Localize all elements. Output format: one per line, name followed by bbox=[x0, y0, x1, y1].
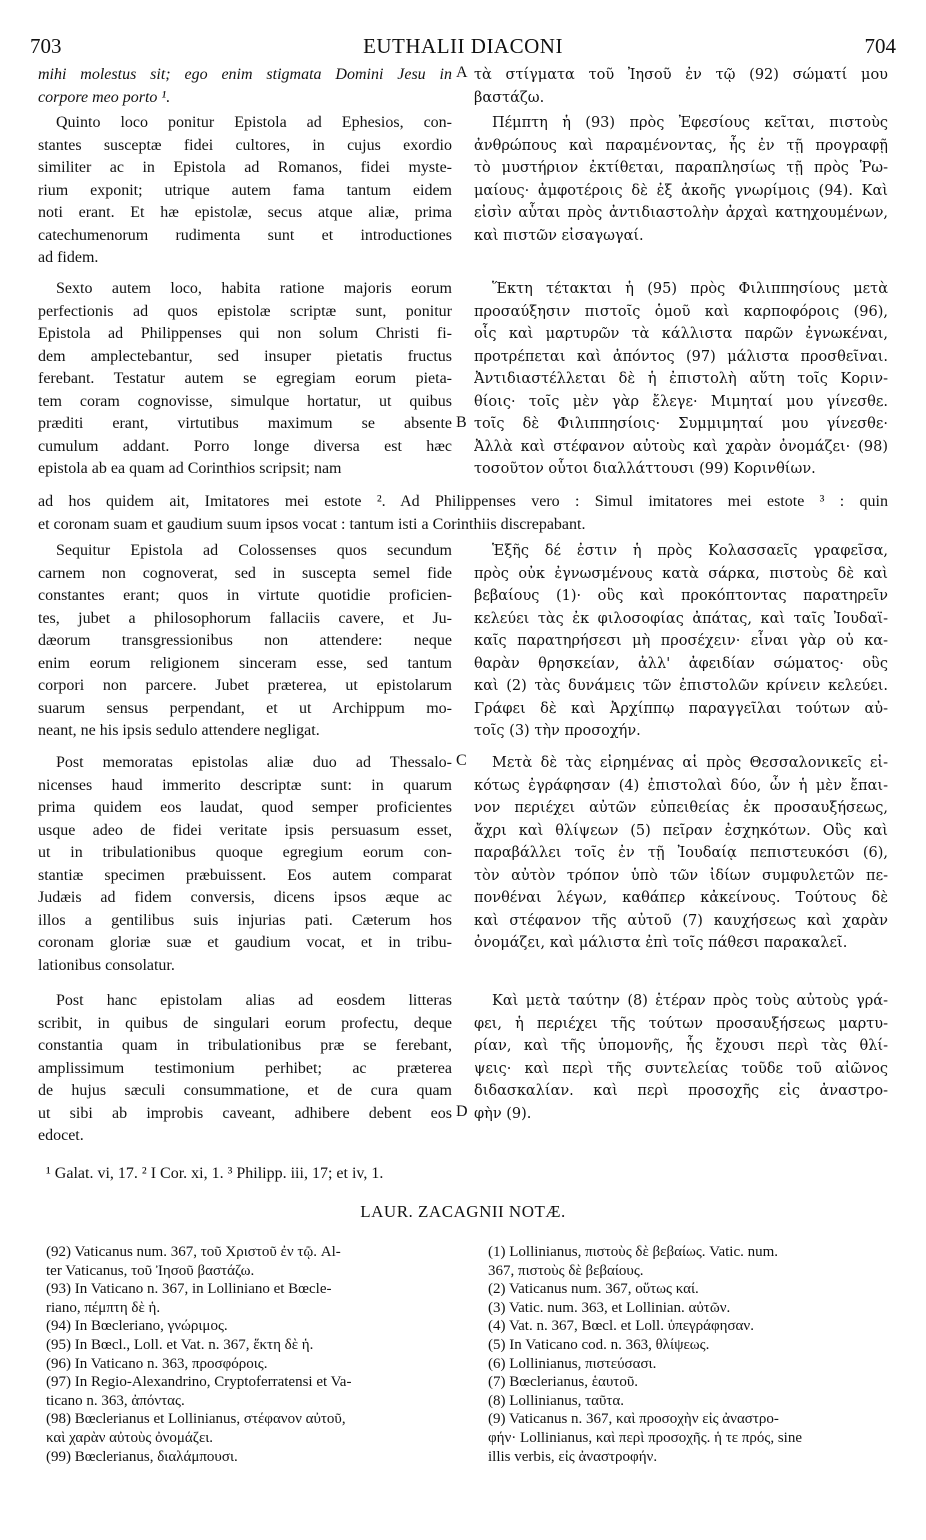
latin-p6-line: de hujus sæculi consummatione, et de cura quam bbox=[38, 1082, 452, 1099]
greek-p6-line: ψεις· καὶ περὶ τῆς συντελείας τοῦδε τοῦ αἰῶνος bbox=[474, 1060, 888, 1077]
greek-p4-line: καῖς παρατηρήσεσι μὴ προσέχειν· εἶναι γὰρ οὐ κα- bbox=[474, 633, 888, 649]
greek-p2-line: ἀνθρώπους καὶ παραμένοντας, ἧς ἐν τῇ προγραφῇ bbox=[474, 137, 888, 154]
greek-p3-line: τοῖς δὲ Φιλιππησίοις· Συμμιμηταί μου γίνεσθε· bbox=[474, 416, 888, 432]
greek-p6-line: Καὶ μετὰ ταύτην (8) ἑτέραν πρὸς τοὺς αὐτοὺς γρά- bbox=[492, 993, 888, 1009]
note-line: (96) In Vaticano n. 363, προσφόροις. bbox=[46, 1355, 268, 1372]
greek-p1-line: βαστάζω. bbox=[474, 89, 545, 106]
latin-p5-line: nicenses haud immerito descriptæ sunt: in quarum bbox=[38, 776, 452, 794]
latin-p3-line: cumulum addant. Porro longe diversa est hæc bbox=[38, 437, 452, 455]
full-width-line: et coronam suam et gaudium suum ipsos vocat : tantum isti a Corinthiis discrepabant. bbox=[38, 515, 586, 533]
greek-p2-line: τὸ μυστήριον ἐκτίθεται, παραπλησίως τῇ πρὸς Ῥω- bbox=[474, 160, 888, 176]
note-line: (7) Bœclerianus, ἑαυτοῦ. bbox=[488, 1374, 639, 1391]
running-title: EUTHALII DIACONI bbox=[363, 34, 563, 58]
greek-p5-line: ἄχρι καὶ θλίψεων (5) πεῖραν ἐσχηκότων. Οὓς καὶ bbox=[474, 822, 888, 839]
latin-p4-line: carnem non cognoverat, sed in suscepta semel fide bbox=[38, 564, 452, 582]
note-line: (94) In Bœcleriano, γνώριμος. bbox=[46, 1318, 228, 1335]
note-line: 367, πιστοὺς δὲ βεβαίους. bbox=[488, 1262, 644, 1279]
latin-p2-line: rium exponit; utrique autem fama tantum eidem bbox=[38, 181, 452, 199]
latin-p2-line: stantes susceptæ fidei cultores, in cujus exordio bbox=[38, 136, 452, 154]
latin-p3-line: Sexto autem loco, habita ratione majoris eorum bbox=[56, 280, 452, 297]
latin-p5-line: Post memoratas epistolas aliæ duo ad Thessalo- bbox=[56, 754, 452, 771]
note-line: καὶ χαρὰν αὐτοὺς ὀνομάζει. bbox=[46, 1430, 214, 1446]
latin-p5-line: ut in tribulationibus quoque egregium eorum con- bbox=[38, 844, 452, 861]
page-number-left: 703 bbox=[30, 34, 62, 58]
note-line: illis verbis, εἰς ἀναστροφήν. bbox=[488, 1448, 658, 1465]
latin-p3-line: tem coram cognovisse, simulque hortatur, ut quibus bbox=[38, 392, 452, 410]
note-line: ticano n. 363, ἀπόντας. bbox=[46, 1392, 185, 1409]
latin-p3-line: perfectionis ad quos epistolæ scriptæ sunt, ponitur bbox=[38, 302, 452, 320]
full-width-line: ad hos quidem ait, Imitatores mei estote ². Ad Philippenses vero : Simul imitatores mei estote ³ : quin bbox=[38, 493, 888, 510]
greek-p3-line: Ἀντιδιαστέλλεται δὲ ἡ ἐπιστολὴ αὕτη τοῖς Κοριν- bbox=[474, 371, 888, 387]
greek-p5-line: κότως ἐγράφησαν (4) ἐπιστολαὶ δύο, ὧν ἡ μὲν ἔπαι- bbox=[474, 777, 888, 794]
greek-p4-line: καὶ (2) τὰς δυνάμεις τῶν ἐπιστολῶν κρίνειν κελεύει. bbox=[474, 678, 888, 694]
greek-p5-line: Μετὰ δὲ τὰς εἰρημένας αἱ πρὸς Θεσσαλονικεῖς εἰ- bbox=[492, 755, 888, 771]
greek-p1-line: τὰ στίγματα τοῦ Ἰησοῦ ἐν τῷ (92) σώματί μου bbox=[474, 67, 888, 83]
note-line: riano, πέμπτη δὲ ἡ. bbox=[46, 1299, 161, 1316]
latin-p4-line: tes, jubet a philosophorum fallaciis cavere, et Ju- bbox=[38, 609, 452, 627]
latin-p5-line: Judæis ad fidem conversis, dicens ipsos æque ac bbox=[38, 889, 452, 906]
margin-marker-d: D bbox=[456, 1103, 468, 1120]
latin-p2-line: similiter ac in Epistola ad Romanos, fidei myste- bbox=[38, 159, 452, 176]
note-line: ter Vaticanus, τοῦ Ἰησοῦ βαστάζω. bbox=[46, 1262, 255, 1279]
greek-p5-line: ὀνομάζει, καὶ μάλιστα ἐπὶ τοῖς πάθεσι παρακαλεῖ. bbox=[474, 935, 848, 951]
greek-p6-line: φει, ἡ περιέχει τῆς τούτων προσαυξήσεως μαρτυ- bbox=[474, 1015, 888, 1032]
latin-p2-line: ad fidem. bbox=[38, 249, 99, 266]
greek-p5-line: πονθέναι λέγων, καθάπερ κἀκείνους. Τούτους δὲ bbox=[474, 890, 888, 906]
greek-p6-line: διδασκαλίαν. καὶ περὶ προσοχῆς εἰς ἀναστρο- bbox=[474, 1083, 888, 1099]
latin-p6-line: amplissimum testimonium perhibet; ac præterea bbox=[38, 1059, 452, 1077]
greek-p4-line: πρὸς οὐκ ἐγνωσμένους κατὰ σάρκα, πιστοὺς δὲ καὶ bbox=[474, 565, 888, 582]
note-line: (1) Lollinianus, πιστοὺς δὲ βεβαίως. Vatic. num. bbox=[488, 1244, 779, 1260]
greek-p4-line: Ἑξῆς δέ ἐστιν ἡ πρὸς Κολασσαεῖς γραφεῖσα, bbox=[492, 543, 888, 559]
latin-p5-line: usque adeo de fidei veritate ipsis persuasum esset, bbox=[38, 821, 452, 839]
latin-p2-line: catechumenorum rudimenta sunt et introductiones bbox=[38, 226, 452, 244]
greek-p2-line: εἰσὶν αὗται πρὸς ἀντιδιαστολὴν ἀρχαὶ κατηχουμένων, bbox=[474, 205, 888, 221]
latin-p5-line: lationibus consolatur. bbox=[38, 956, 175, 974]
greek-p5-line: καὶ στέφανον τῆς αὐτοῦ (7) καυχήσεως καὶ χαρὰν bbox=[474, 912, 888, 929]
page-header bbox=[30, 34, 896, 60]
margin-marker-c: C bbox=[456, 752, 467, 769]
latin-p6-line: constantia quam in tribulationibus præ se ferebant, bbox=[38, 1037, 452, 1054]
greek-p3-line: τοσοῦτον οὗτοι διαλλάττουσι (99) Κορινθίων. bbox=[474, 461, 816, 477]
latin-p4-line: enim eorum religionem sinceram esse, sed tantum bbox=[38, 654, 452, 672]
latin-p3-line: Epistola ad Philippenses qui non solum Christi fi- bbox=[38, 325, 452, 342]
latin-p4-line: corpori non parcere. Jubet præterea, ut epistolarum bbox=[38, 677, 452, 694]
greek-p4-line: κελεύει τὰς ἐκ φιλοσοφίας ἀπάτας, καὶ ταῖς Ἰουδαϊ- bbox=[474, 610, 888, 627]
latin-p5-line: illos a gentilibus suis injurias pati. Cæterum hos bbox=[38, 911, 452, 929]
greek-p3-line: προτρέπεται καὶ ἀπόντος (97) μάλιστα προσθεῖναι. bbox=[474, 348, 888, 365]
greek-p4-line: βεβαίους (1)· οὓς καὶ προκόπτοντας παρατηρεῖν bbox=[474, 588, 888, 604]
latin-p6-line: scribit, in quibus de singulari eorum profectu, deque bbox=[38, 1014, 452, 1032]
greek-p4-line: Γράφει δὲ καὶ Ἀρχίππῳ παραγγεῖλαι τούτων αὐ- bbox=[474, 700, 888, 717]
greek-p5-line: τὸν αὐτὸν τρόπον ὑπὸ τῶν ἰδίων συμφυλετῶν πε- bbox=[474, 867, 888, 884]
latin-p6-line: Post hanc epistolam alias ad eosdem litteras bbox=[56, 992, 452, 1009]
latin-p4-line: dæorum transgressionibus non attendere: neque bbox=[38, 632, 452, 649]
note-line: (92) Vaticanus num. 367, τοῦ Χριστοῦ ἐν τῷ. Al- bbox=[46, 1244, 341, 1260]
greek-p5-line: νον περιέχει αὐτῶν εὐπειθείας ἐκ προσαυξήσεως, bbox=[474, 800, 888, 816]
page-number-right: 704 bbox=[864, 34, 896, 58]
margin-marker-b: B bbox=[456, 414, 467, 431]
greek-p3-line: προσαύξησιν πιστοῖς ὁμοῦ καὶ καρποφόροις (96), bbox=[474, 303, 888, 320]
latin-p5-line: stantiæ specimen præbuissent. Eos autem comparat bbox=[38, 866, 452, 884]
latin-p2-line: Quinto loco ponitur Epistola ad Ephesios, con- bbox=[56, 114, 452, 131]
latin-p4-line: constantes erant; quos in virtute quotidie proficien- bbox=[38, 587, 452, 604]
greek-p3-line: θίοις· τοῖς μὲν γὰρ ἔλεγε· Μιμηταί μου γίνεσθε. bbox=[474, 393, 888, 410]
greek-p4-line: θαρὰν θρησκείαν, ἀλλ' ἀφειδίαν σώματος· οὓς bbox=[474, 655, 888, 672]
margin-marker-a: A bbox=[456, 64, 468, 81]
greek-p3-line: Ἕκτη τέτακται ἡ (95) πρὸς Φιλιππησίους μετὰ bbox=[492, 281, 888, 297]
latin-p4-line: suarum sensus perpendant, et ut Archippum mo- bbox=[38, 699, 452, 717]
latin-p3-line: epistola ab ea quam ad Corinthios scripsit; nam bbox=[38, 460, 342, 477]
latin-p1-line: mihi molestus sit; ego enim stigmata Domini Jesu in bbox=[38, 66, 452, 83]
latin-p3-line: dem amplectebantur, sed insuper pietatis fructus bbox=[38, 347, 452, 365]
latin-p2-line: noti erant. Et hæ epistolæ, secus atque aliæ, prima bbox=[38, 204, 452, 221]
latin-p4-line: Sequitur Epistola ad Colossenses quos secundum bbox=[56, 542, 452, 559]
footnotes: ¹ Galat. vi, 17. ² I Cor. xi, 1. ³ Philipp. iii, 17; et iv, 1. bbox=[46, 1165, 384, 1182]
note-line: (4) Vat. n. 367, Bœcl. et Loll. ὑπεγράφησαν. bbox=[488, 1318, 754, 1335]
note-line: (93) In Vaticano n. 367, in Lolliniano et Bœcle- bbox=[46, 1281, 332, 1298]
greek-p6-line: φὴν (9). bbox=[474, 1105, 532, 1122]
note-line: (2) Vaticanus num. 367, οὕτως καί. bbox=[488, 1281, 699, 1298]
latin-p4-line: neant, ne his ipsis sedulo attendere negligat. bbox=[38, 722, 320, 739]
latin-p6-line: edocet. bbox=[38, 1127, 84, 1144]
notes-title: LAUR. ZACAGNII NOTÆ. bbox=[360, 1202, 566, 1221]
note-line: (97) In Regio-Alexandrino, Cryptoferratensi et Va- bbox=[46, 1374, 352, 1391]
note-line: (5) In Vaticano cod. n. 363, θλίψεως. bbox=[488, 1337, 710, 1353]
note-line: (8) Lollinianus, ταῦτα. bbox=[488, 1392, 625, 1409]
latin-p3-line: ferebant. Testatur autem se egregiam eorum pieta- bbox=[38, 370, 452, 387]
note-line: (95) In Bœcl., Loll. et Vat. n. 367, ἕκτη δὲ ἡ. bbox=[46, 1337, 314, 1353]
greek-p6-line: ρίαν, καὶ τῆς ὑπομονῆς, ἧς ἔχουσι περὶ τὰς θλί- bbox=[474, 1038, 888, 1054]
greek-p3-line: Ἀλλὰ καὶ στέφανον αὐτοὺς καὶ χαρὰν ὀνομάζει· (98) bbox=[474, 438, 888, 455]
latin-p6-line: ut sibi ab improbis caveant, adhibere debent eos bbox=[38, 1104, 452, 1122]
greek-p5-line: παραβάλλει τοῖς ἐν τῇ Ἰουδαίᾳ πεπιστευκόσι (6), bbox=[474, 845, 888, 861]
note-line: φήν· Lollinianus, καὶ περὶ προσοχῆς. ἡ τε πρός, sine bbox=[488, 1430, 802, 1446]
latin-p1-line: corpore meo porto ¹. bbox=[38, 88, 171, 106]
note-line: (98) Bœclerianus et Lollinianus, στέφανον αὐτοῦ, bbox=[46, 1411, 346, 1428]
greek-p2-line: μαίους· ἀμφοτέροις δὲ ἐξ ἀκοῆς γνωρίμοις (94). Καὶ bbox=[474, 182, 888, 199]
latin-p5-line: coronam gloriæ suæ et gaudium vocat, et in tribu- bbox=[38, 934, 452, 951]
note-line: (99) Bœclerianus, διαλάμπουσι. bbox=[46, 1448, 238, 1465]
latin-p5-line: prima quidem eos laudat, quod semper proficientes bbox=[38, 799, 452, 816]
greek-p2-line: καὶ πιστῶν εἰσαγωγαί. bbox=[474, 227, 644, 244]
greek-p3-line: οἷς καὶ μαρτυρῶν τὰ κάλλιστα παρῶν ἐγνωκέναι, bbox=[474, 326, 888, 342]
note-line: (6) Lollinianus, πιστεύσασι. bbox=[488, 1355, 657, 1372]
greek-p2-line: Πέμπτη ἡ (93) πρὸς Ἐφεσίους κεῖται, πιστοὺς bbox=[492, 115, 888, 131]
note-line: (3) Vatic. num. 363, et Lollinian. αὐτῶν. bbox=[488, 1299, 731, 1316]
note-line: (9) Vaticanus n. 367, καὶ προσοχὴν εἰς ἀναστρο- bbox=[488, 1411, 779, 1428]
latin-p3-line: præditi erant, virtutibus maximum se absente bbox=[38, 415, 452, 432]
greek-p4-line: τοῖς (3) τὴν προσοχήν. bbox=[474, 723, 641, 739]
